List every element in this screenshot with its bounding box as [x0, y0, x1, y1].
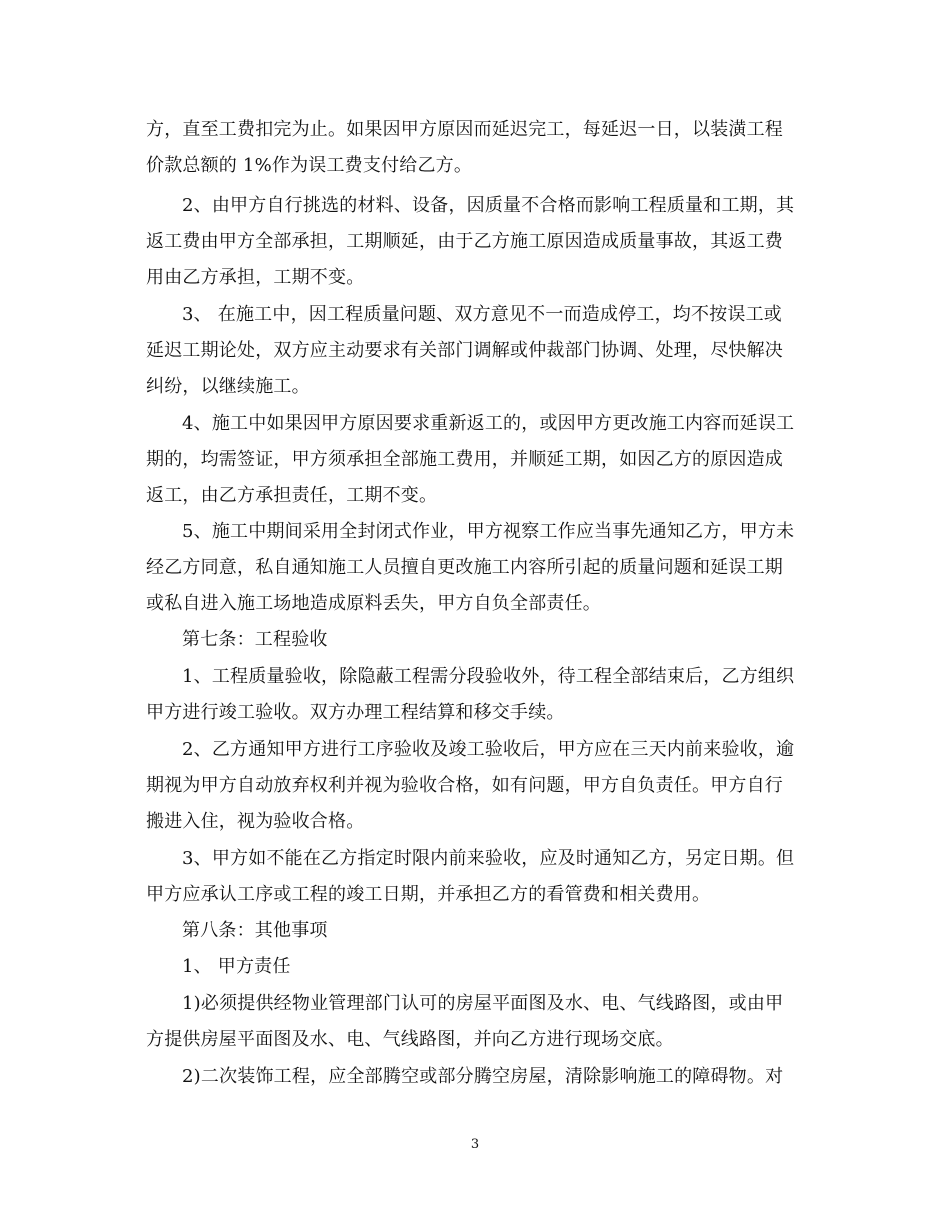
text-line: 期视为甲方自动放弃权利并视为验收合格，如有问题，甲方自负责任。甲方自行: [146, 775, 783, 796]
section-heading: 第八条：其他事项: [182, 920, 328, 941]
text-line: 或私自进入施工场地造成原料丢失，甲方自负全部责任。: [146, 593, 601, 614]
section-heading: 第七条：工程验收: [182, 629, 328, 650]
text-line: 用由乙方承担，工期不变。: [146, 267, 365, 288]
text-line: 甲方应承认工序或工程的竣工日期，并承担乙方的看管费和相关费用。: [146, 884, 711, 905]
text-line: 5、施工中期间采用全封闭式作业，甲方视察工作应当事先通知乙方，甲方未: [182, 521, 795, 542]
text-line: 经乙方同意，私自通知施工人员擅自更改施工内容所引起的质量问题和延误工期: [146, 557, 783, 578]
text-line: 返工费由甲方全部承担，工期顺延，由于乙方施工原因造成质量事故，其返工费: [146, 231, 783, 252]
text-line: 搬进入住，视为验收合格。: [146, 811, 365, 832]
text-line: 2)二次装饰工程，应全部腾空或部分腾空房屋，清除影响施工的障碍物。对: [182, 1066, 784, 1087]
text-line: 期的，均需签证，甲方须承担全部施工费用，并顺延工期，如因乙方的原因造成: [146, 449, 783, 470]
text-line: 方，直至工费扣完为止。如果因甲方原因而延迟完工，每延迟一日，以装潢工程: [146, 119, 783, 140]
text-line: 返工，由乙方承担责任，工期不变。: [146, 485, 438, 506]
text-line: 1、 甲方责任: [182, 956, 291, 977]
text-line: 3、 在施工中，因工程质量问题、双方意见不一而造成停工，均不按误工或: [182, 304, 782, 325]
text-line: 1)必须提供经物业管理部门认可的房屋平面图及水、电、气线路图，或由甲: [182, 993, 784, 1014]
page-number: 3: [470, 1137, 480, 1152]
text-line: 3、甲方如不能在乙方指定时限内前来验收，应及时通知乙方，另定日期。但: [182, 848, 795, 869]
text-line: 方提供房屋平面图及水、电、气线路图，并向乙方进行现场交底。: [146, 1029, 674, 1050]
text-line: 1、工程质量验收，除隐蔽工程需分段验收外，待工程全部结束后，乙方组织: [182, 666, 795, 687]
text-line: 纠纷，以继续施工。: [146, 376, 310, 397]
text-line: 延迟工期论处，双方应主动要求有关部门调解或仲裁部门协调、处理，尽快解决: [146, 340, 783, 361]
text-line: 2、由甲方自行挑选的材料、设备，因质量不合格而影响工程质量和工期，其: [182, 195, 795, 216]
text-line: 价款总额的 1%作为误工费支付给乙方。: [146, 155, 473, 176]
text-line: 2、乙方通知甲方进行工序验收及竣工验收后，甲方应在三天内前来验收，逾: [182, 739, 795, 760]
text-line: 4、施工中如果因甲方原因要求重新返工的，或因甲方更改施工内容而延误工: [182, 413, 795, 434]
text-line: 甲方进行竣工验收。双方办理工程结算和移交手续。: [146, 702, 565, 723]
